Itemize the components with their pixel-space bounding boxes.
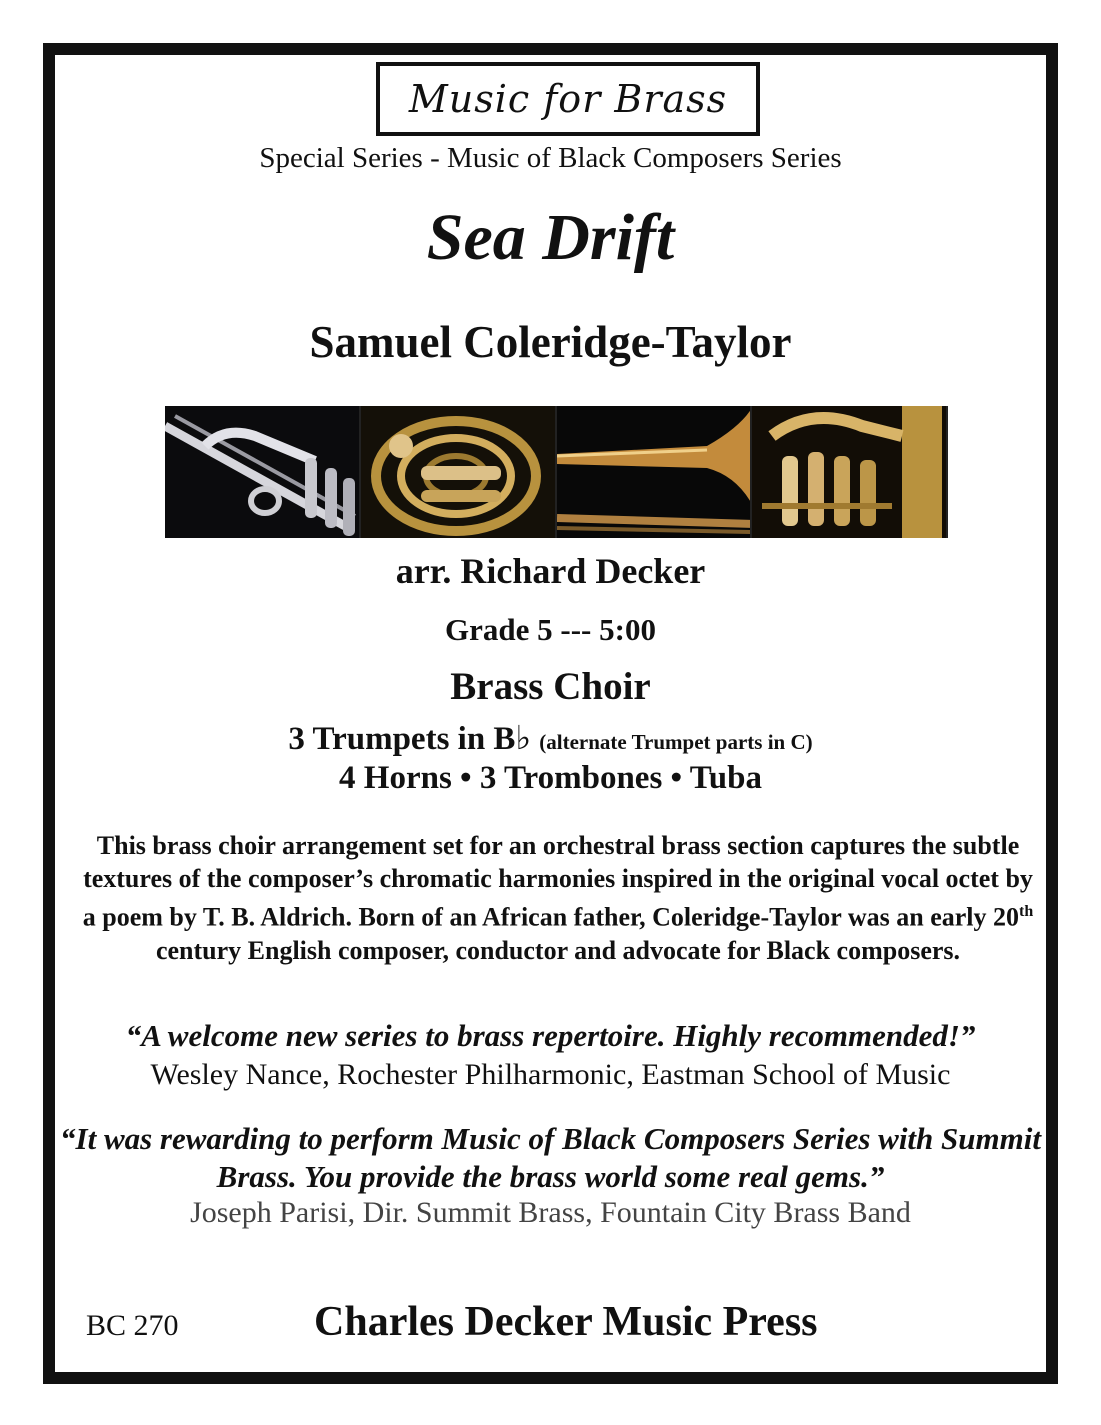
trombone-photo (557, 406, 753, 538)
piece-title: Sea Drift (426, 201, 675, 274)
trumpets-text: 3 Trumpets in B♭ (288, 721, 532, 757)
grade-duration: Grade 5 --- 5:00 (445, 612, 656, 647)
alternate-parts-note: (alternate Trumpet parts in C) (539, 730, 813, 754)
trumpet-photo (165, 406, 361, 538)
quote-1: “A welcome new series to brass repertoire. Highly recommended!” (125, 1018, 976, 1053)
description-text-end: century English composer, conductor and advocate for Black composers. (155, 935, 961, 965)
quote-1-source: Wesley Nance, Rochester Philharmonic, Eastman School of Music (150, 1058, 951, 1091)
description-superscript: th (1019, 903, 1034, 920)
instrumentation-line-1 (0, 718, 1101, 758)
instrument-photo-strip (165, 406, 948, 538)
instrumentation-line-2: 4 Horns • 3 Trombones • Tuba (339, 760, 762, 796)
ensemble-type: Brass Choir (450, 665, 651, 708)
tuba-photo (752, 406, 948, 538)
description (80, 829, 1036, 967)
arranger: arr. Richard Decker (395, 551, 706, 591)
horn-photo (361, 406, 557, 538)
description-text: This brass choir arrangement set for an orchestral brass section captures the subtle textures of the composer’s chromatic harmonies inspired in the original vocal octet by a poem by T. B. Aldrich. Born of an African father, Coleridge-Taylor was an early 20 (82, 831, 1033, 932)
brand-title: Music for Brass (408, 77, 728, 121)
composer-name: Samuel Coleridge-Taylor (309, 317, 792, 367)
quote-2: “It was rewarding to perform Music of Black Composers Series with Summit Brass. You provide the brass world some real gems.” (60, 1121, 1041, 1194)
brand-box (376, 62, 760, 136)
quote-2-source: Joseph Parisi, Dir. Summit Brass, Fountain City Brass Band (190, 1196, 911, 1229)
publisher-name: Charles Decker Music Press (314, 1299, 818, 1345)
catalog-code: BC 270 (86, 1309, 179, 1342)
series-line: Special Series - Music of Black Composers Series (259, 142, 842, 174)
